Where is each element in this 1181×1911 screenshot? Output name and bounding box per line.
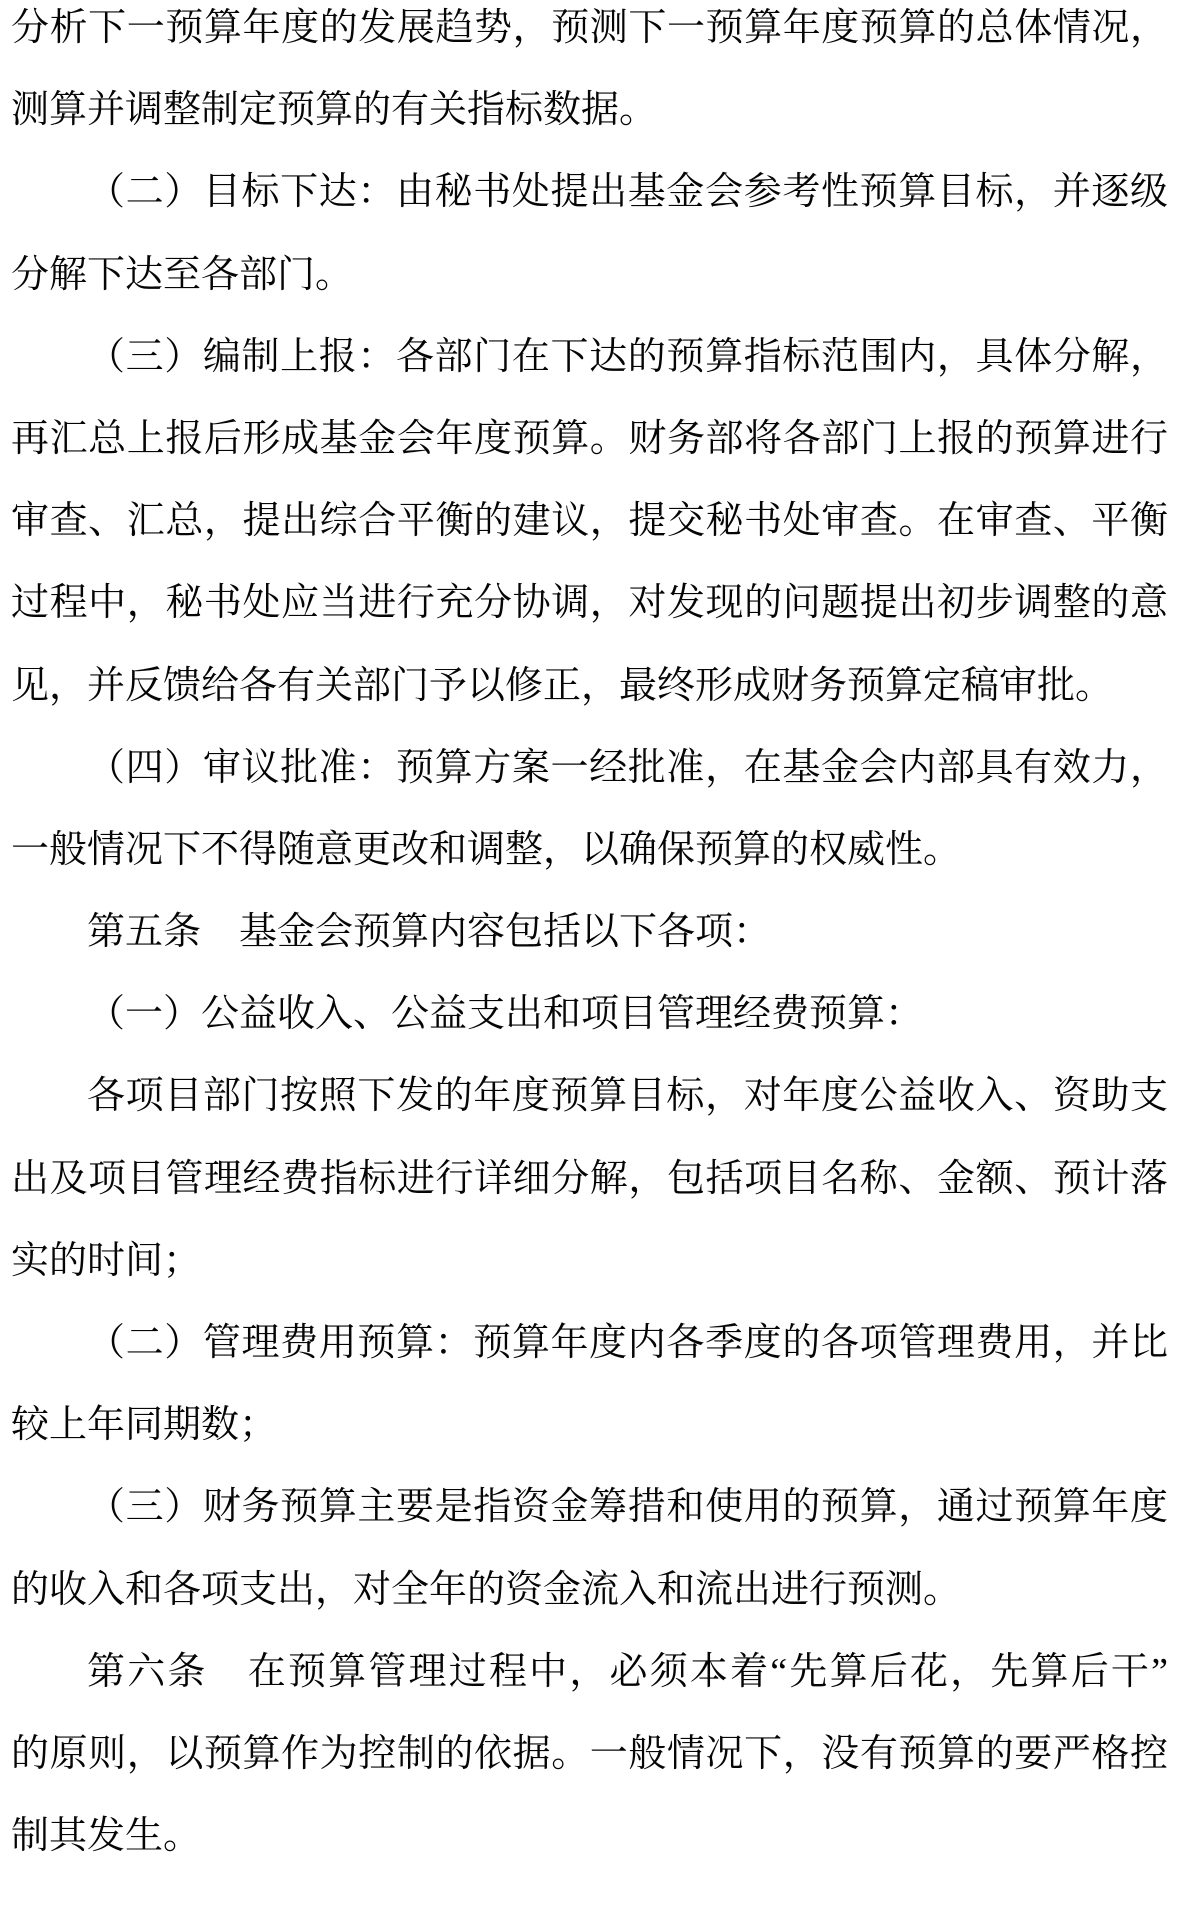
document-body-text xyxy=(11,0,1168,1877)
text-line: （四）审议批准：预算方案一经批准，在基金会内部具有效力， xyxy=(87,746,1168,789)
text-line: （一）公益收入、公益支出和项目管理经费预算： xyxy=(87,993,924,1036)
text-line: 实的时间； xyxy=(11,1239,202,1282)
text-line: 再汇总上报后形成基金会年度预算。财务部将各部门上报的预算进行 xyxy=(11,417,1168,460)
text-line-article-6-heading: 第六条 在预算管理过程中，必须本着“先算后花，先算后干” xyxy=(87,1650,1168,1693)
text-line: 较上年同期数； xyxy=(11,1404,278,1447)
text-line: 测算并调整制定预算的有关指标数据。 xyxy=(11,89,658,132)
text-line-article-5-heading: 第五条 基金会预算内容包括以下各项： xyxy=(87,911,772,954)
text-line: 分析下一预算年度的发展趋势，预测下一预算年度预算的总体情况， xyxy=(11,7,1168,49)
text-line: 制其发生。 xyxy=(11,1815,202,1858)
text-line: 审查、汇总，提出综合平衡的建议，提交秘书处审查。在审查、平衡 xyxy=(11,500,1168,543)
text-line: 见，并反馈给各有关部门予以修正，最终形成财务预算定稿审批。 xyxy=(11,664,1114,707)
text-line: （三）编制上报：各部门在下达的预算指标范围内，具体分解， xyxy=(87,335,1168,378)
text-line: （二）目标下达：由秘书处提出基金会参考性预算目标，并逐级 xyxy=(87,171,1168,214)
text-line: （二）管理费用预算：预算年度内各季度的各项管理费用，并比 xyxy=(87,1322,1168,1364)
text-line: 各项目部门按照下发的年度预算目标，对年度公益收入、资助支 xyxy=(87,1075,1168,1118)
text-line: （三）财务预算主要是指资金筹措和使用的预算，通过预算年度 xyxy=(87,1486,1168,1529)
text-line: 分解下达至各部门。 xyxy=(11,253,354,296)
text-line: 出及项目管理经费指标进行详细分解，包括项目名称、金额、预计落 xyxy=(11,1157,1168,1200)
text-line: 一般情况下不得随意更改和调整，以确保预算的权威性。 xyxy=(11,828,962,871)
text-line: 过程中，秘书处应当进行充分协调，对发现的问题提出初步调整的意 xyxy=(11,582,1168,625)
text-line: 的原则，以预算作为控制的依据。一般情况下，没有预算的要严格控 xyxy=(11,1732,1168,1775)
text-line: 的收入和各项支出，对全年的资金流入和流出进行预测。 xyxy=(11,1568,962,1611)
